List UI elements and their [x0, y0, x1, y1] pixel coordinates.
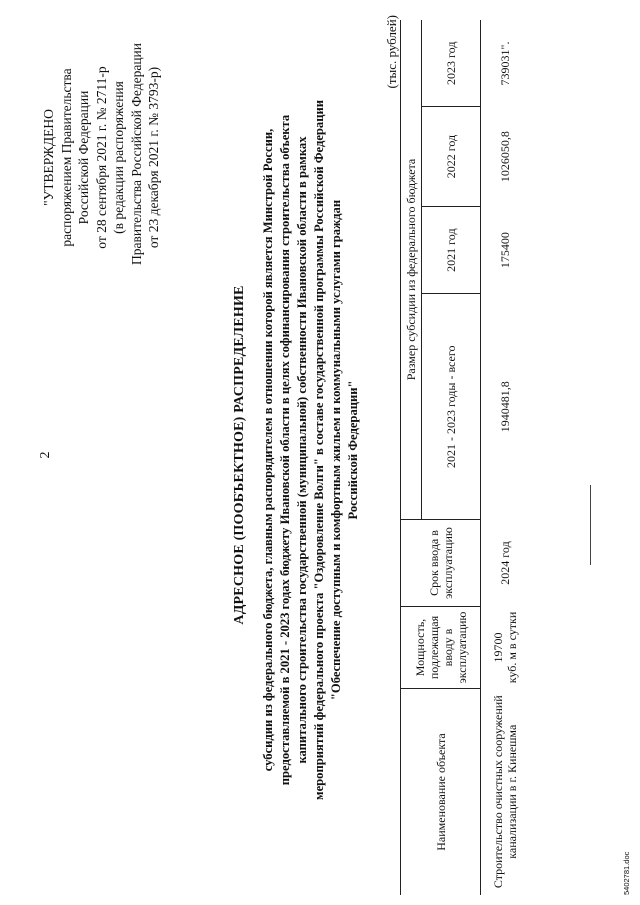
file-code: 5402781.doc [622, 851, 631, 895]
page-number: 2 [38, 451, 53, 459]
approval-line: от 28 сентября 2021 г. № 2711-р [93, 66, 109, 249]
subtitle-line: предоставляемой в 2021 - 2023 годах бюджету Ивановской области в целях софинансирования строительства объекта [278, 114, 292, 786]
header-object-name: Наименование объекта [401, 689, 481, 896]
header-2022: 2022 год [422, 107, 481, 206]
subtitle-line: субсидии из федерального бюджета, главным распорядителем в отношении которой является Минстрой России, [261, 128, 275, 772]
units-label: (тыс. рублей) [384, 15, 399, 89]
header-commissioning-term: Срок ввода в эксплуатацию [401, 520, 481, 607]
subtitle-line: мероприятий федерального проекта "Оздоровление Волги" в составе государственной программы Российской Федерации [312, 100, 326, 801]
approval-line: "УТВЕРЖДЕНО [41, 109, 56, 206]
approval-line: Российской Федерации [76, 90, 91, 225]
approval-line: Правительства Российской Федерации [128, 43, 144, 265]
header-subsidy-group: Размер субсидии из федерального бюджета [401, 20, 422, 520]
capacity-value: 19700 [490, 632, 505, 663]
cell-2023: 739031". [481, 20, 529, 107]
cell-2022: 1026050,8 [481, 107, 529, 206]
subtitle-line: Российской Федерации" [346, 380, 360, 520]
approval-stamp [40, 43, 163, 265]
cell-total: 1940481,8 [481, 294, 529, 520]
capacity-unit: куб. м в сутки [504, 611, 519, 684]
cell-2021: 175400 [481, 206, 529, 294]
footer-rule [590, 485, 591, 565]
document-subtitle [260, 90, 362, 810]
cell-term: 2024 год [481, 520, 529, 607]
header-total: 2021 - 2023 годы - всего [422, 294, 481, 520]
allocation-table [400, 20, 529, 895]
document-title: АДРЕСНОЕ (ПООБЪЕКТНОЕ) РАСПРЕДЕЛЕНИЕ [232, 285, 247, 625]
header-2021: 2021 год [422, 206, 481, 294]
subtitle-line: "Обеспечение доступным и комфортным жильем и коммунальными услугами граждан [329, 199, 343, 701]
header-capacity: Мощность, подлежащая вводу в эксплуатацию [401, 607, 481, 689]
approval-line: распоряжением Правительства [58, 68, 74, 247]
approval-line: от 23 декабря 2021 г. № 3793-р) [146, 66, 161, 249]
cell-capacity [481, 607, 529, 689]
approval-line: (в редакции распоряжения [111, 81, 126, 234]
header-2023: 2023 год [444, 41, 458, 85]
cell-object-name: Строительство очистных сооружений канализации в г. Кинешма [481, 689, 529, 896]
subtitle-line: капитального строительства государственной (муниципальной) собственности Ивановской области в рамках [295, 136, 309, 764]
table-row [481, 20, 529, 895]
